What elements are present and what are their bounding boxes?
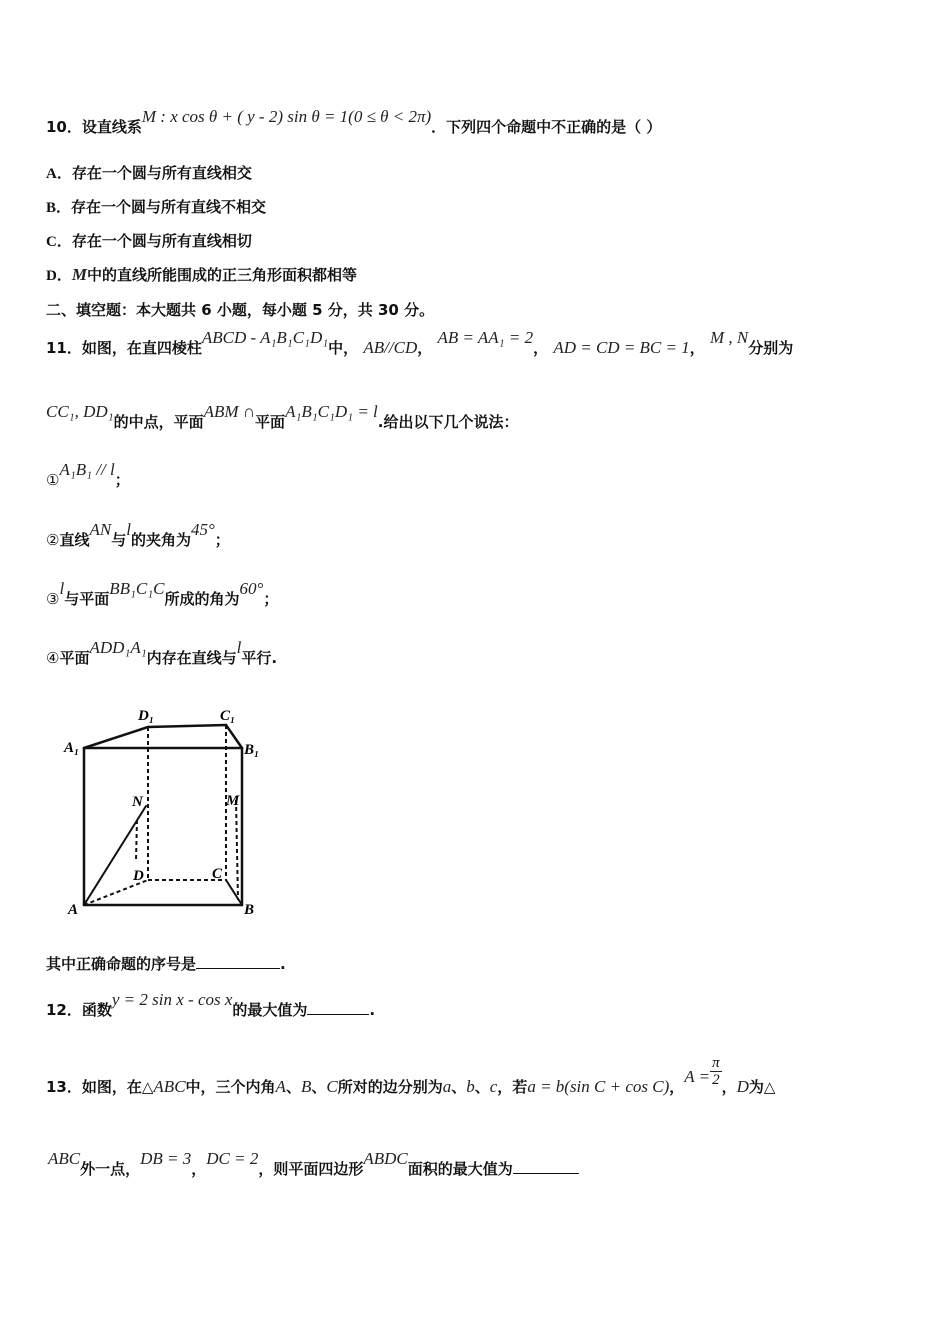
- text: ，: [417, 339, 433, 357]
- option-letter: D．: [46, 268, 72, 284]
- q10-option-d: [46, 264, 357, 285]
- text: 的夹角为: [130, 531, 191, 549]
- text: 其中正确命题的序号是: [46, 955, 197, 973]
- fraction-denominator: 2: [712, 1072, 720, 1088]
- formula: A₁B₁ // l: [59, 460, 115, 479]
- label-m: M: [226, 793, 240, 809]
- formula: y = 2 sin x - cos x: [111, 990, 233, 1009]
- text: ；: [263, 590, 279, 608]
- formula: AB//CD: [363, 338, 418, 357]
- text: 与: [111, 531, 127, 549]
- text: ，: [689, 339, 705, 357]
- option-letter: B．: [46, 200, 72, 216]
- text: 、: [285, 1078, 301, 1096]
- prism-figure: [60, 700, 270, 920]
- circled-number: ③: [46, 590, 60, 608]
- formula: DC = 2: [206, 1149, 259, 1168]
- text: 面积的最大值为: [407, 1160, 513, 1178]
- option-letter: A．: [46, 166, 72, 182]
- formula: 60°: [239, 579, 264, 598]
- label-a: A: [68, 902, 79, 918]
- section-heading: 二、填空题：本大题共 6 小题，每小题 5 分，共 30 分。: [46, 301, 435, 319]
- text: 所对的边分别为: [337, 1078, 443, 1096]
- label-a1: A₁: [64, 740, 80, 756]
- q13-number: 13．如图，在△: [46, 1078, 154, 1096]
- formula: CC₁, DD₁: [46, 402, 114, 421]
- q11-line1: [46, 328, 794, 358]
- label-c1: C₁: [220, 708, 236, 724]
- q10-number: 10．设直线系: [46, 118, 142, 136]
- q11-statement-4: [46, 638, 278, 668]
- option-text: 存在一个圆与所有直线不相交: [71, 198, 267, 216]
- circled-number: ②: [46, 531, 60, 549]
- q13-line2: [46, 1149, 579, 1179]
- formula: A₁B₁C₁D₁ = l: [285, 402, 378, 421]
- q10-tail: ．下列四个命题中不正确的是（ ）: [431, 118, 662, 136]
- q11-answer: [46, 953, 286, 974]
- text: ，: [533, 339, 549, 357]
- formula: A: [275, 1077, 286, 1096]
- q10-formula: M : x cos θ + ( y - 2) sin θ = 1(0 ≤ θ < 2π): [141, 107, 432, 126]
- text: 中，: [328, 339, 359, 357]
- formula: l: [126, 520, 131, 539]
- formula: AD = CD = BC = 1: [553, 338, 690, 357]
- text: ；: [214, 531, 230, 549]
- option-letter: C．: [46, 234, 72, 250]
- text: 、: [474, 1078, 490, 1096]
- q10-option-c: [46, 230, 252, 251]
- text: ，则平面四边形: [258, 1160, 364, 1178]
- formula: a = b(sin C + cos C): [527, 1077, 670, 1096]
- text: 分别为: [748, 339, 794, 357]
- text: 平行.: [241, 649, 278, 667]
- text: .: [369, 1001, 376, 1019]
- label-d1: D₁: [138, 708, 155, 724]
- formula: A =: [684, 1067, 711, 1086]
- text: 为△: [748, 1078, 776, 1096]
- text: .: [280, 955, 286, 973]
- formula: B: [300, 1077, 312, 1096]
- formula: ABDC: [363, 1149, 408, 1168]
- label-b1: B₁: [244, 742, 260, 758]
- text: ，: [191, 1160, 207, 1178]
- q12-stem: [46, 990, 376, 1020]
- q11-statement-3: [46, 579, 279, 609]
- text: 中，三个内角: [185, 1078, 276, 1096]
- formula: AN: [89, 520, 112, 539]
- q11-line2: [46, 402, 519, 432]
- circled-number: ④: [46, 649, 60, 667]
- text: 直线: [59, 531, 90, 549]
- text: 的中点，平面: [113, 413, 204, 431]
- text: 平面: [255, 413, 286, 431]
- formula: ABCD - A₁B₁C₁D₁: [201, 328, 329, 347]
- formula: ABM ∩: [203, 402, 256, 421]
- fraction-numerator: π: [712, 1055, 720, 1071]
- q11-statement-1: [46, 460, 130, 490]
- q12-number: 12．函数: [46, 1001, 112, 1019]
- formula: D: [736, 1077, 749, 1096]
- circled-number: ①: [46, 471, 60, 489]
- label-b: B: [244, 902, 255, 918]
- formula: l: [59, 579, 65, 598]
- option-text: 中的直线所能围成的正三角形面积都相等: [86, 266, 357, 284]
- q10-stem: [46, 107, 662, 137]
- q13-line1: [46, 1055, 776, 1104]
- formula: AB = AA₁ = 2: [437, 328, 534, 347]
- text: 内存在直线与: [146, 649, 237, 667]
- text: 所成的角为: [164, 590, 240, 608]
- formula: ABC: [48, 1149, 81, 1168]
- answer-blank[interactable]: [196, 954, 280, 969]
- text: 平面: [59, 649, 90, 667]
- formula: ABC: [153, 1077, 186, 1096]
- formula: b: [466, 1077, 475, 1096]
- formula: a: [442, 1077, 452, 1096]
- q10-option-a: [46, 162, 252, 183]
- text: 与平面: [64, 590, 110, 608]
- text: 外一点，: [80, 1160, 141, 1178]
- answer-blank[interactable]: [307, 1000, 369, 1015]
- formula: l: [236, 638, 242, 657]
- formula: c: [489, 1077, 498, 1096]
- text: ，: [721, 1078, 737, 1096]
- option-var: M: [71, 265, 87, 284]
- text: 、: [451, 1078, 467, 1096]
- q11-statement-2: [46, 520, 230, 550]
- option-text: 存在一个圆与所有直线相切: [71, 232, 252, 250]
- text: 的最大值为: [232, 1001, 308, 1019]
- text: ，若: [497, 1078, 528, 1096]
- text: ；: [114, 471, 130, 489]
- option-text: 存在一个圆与所有直线相交: [71, 164, 252, 182]
- formula: C: [326, 1077, 338, 1096]
- label-d: D: [133, 868, 144, 884]
- label-n: N: [132, 794, 143, 810]
- formula: ADD₁A₁: [89, 638, 147, 657]
- text: 、: [311, 1078, 327, 1096]
- q11-number: 11．如图，在直四棱柱: [46, 339, 202, 357]
- formula: M , N: [710, 328, 749, 347]
- formula: DB = 3: [140, 1149, 192, 1168]
- answer-blank[interactable]: [513, 1159, 579, 1174]
- formula: 45°: [190, 520, 215, 539]
- text: .给出以下几个说法：: [377, 413, 519, 431]
- label-c: C: [212, 866, 223, 882]
- text: ，: [669, 1078, 685, 1096]
- formula: BB₁C₁C: [109, 579, 165, 598]
- fraction-pi-over-2: [710, 1055, 722, 1088]
- q10-option-b: [46, 196, 266, 217]
